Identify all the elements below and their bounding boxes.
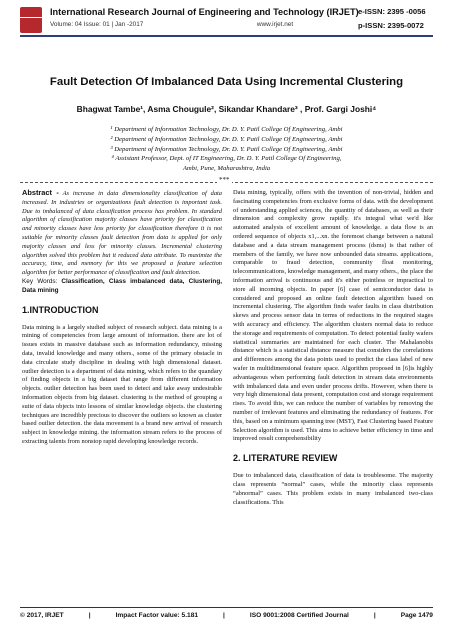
- volume-line: [50, 21, 293, 28]
- journal-title: International Research Journal of Engineering and Technology (IRJET): [50, 7, 359, 17]
- affiliation-line: ³ Department of Information Technology, Dr. D. Y. Patil College Of Engineering, Ambi: [110, 145, 343, 153]
- affiliation-line: ⁴ Assistant Professor, Dept. of IT Engineering, Dr. D. Y. Patil College Of Engineering,: [111, 155, 342, 163]
- eissn: e-ISSN: 2395 -0056: [358, 7, 426, 16]
- page-number: Page 1479: [400, 612, 433, 619]
- literature-review-text: Due to imbalanced data, classification of data is troublesome. The majority class represents “normal” cases, while the minority class represents “abnormal” cases. This problem exists in many imbalanced two-class classifications. This: [233, 472, 433, 506]
- keywords-text: Classification, Class imbalanced data, Clustering, Data mining: [22, 277, 222, 294]
- affiliations: [0, 125, 453, 174]
- footer-separator: |: [373, 612, 376, 619]
- divider-mark: ***: [219, 176, 230, 184]
- right-column: [233, 189, 433, 507]
- footer-separator: |: [88, 612, 91, 619]
- volume-issue: Volume: 04 Issue: 01 | Jan -2017: [50, 21, 144, 28]
- journal-header: [0, 0, 453, 40]
- irjet-logo-icon: [20, 7, 42, 33]
- paper-title: Fault Detection Of Imbalanced Data Using Incremental Clustering: [49, 76, 404, 88]
- journal-url[interactable]: www.irjet.net: [256, 21, 294, 28]
- introduction-heading: 1.INTRODUCTION: [22, 304, 99, 315]
- footer-rule: [20, 607, 433, 608]
- iso-certification: ISO 9001:2008 Certified Journal: [249, 612, 349, 619]
- literature-review-heading: 2. LITERATURE REVIEW: [233, 453, 338, 464]
- introduction-continued: Data mining, typically, offers with the invention of non-trivial, hidden and fascinating competencies from exclusive forms of data. with the development of understanding applied sciences, the quantity of databases, as well as their dimension and complexity grow rapidly. it's integral what we'd like automated analysis of excellent amount of knowledge. a data flow is an ordered sequence of objects x1,...xn. the foremost change between a natural database and a data stream management process (dsms) is that rather of members of the family, we have now unbounded data streams. applications, comparable to fraud detection, community float monitoring, telecommunications, knowledge management, and many others., the place the information arrival is continuous and it's either pointless or impractical to store all incoming objects. In paper [6] case of semiconductor data is considered and proposed an online fault detection algorithm based on incremental clustering. The algorithm finds wafer faults in class distribution skews and process sensor data in terms of reductions in the required stages with accuracy and efficiency. The algorithm clusters normal data to reduce the storage and requirements of computation. To detect potential faulty wafers statistical summaries are maintained for each cluster. The Mahalanobis distance which is a statistical distance measure that considers the correlations and differences among the data points used to predict the class label of new wafer in multidimensional feature space. Algorithm proposed in [6]is highly advantageous when performing fault detection in stream data environments with imbalanced data and even under process drifts. However, when there is very high dimensional data present, computation cost and storage requirement rises. To avoid this, we can reduce the number of variables by removing the number of irrelevant features and eliminating the redundancy of features. For this, based on a minimum spanning tree (MST), Fast Clustering based Feature Selection algorithm is used. This aims to achieve better efficiency in time and improved result comprehensibility: [233, 189, 433, 443]
- pissn: p-ISSN: 2395-0072: [358, 21, 424, 30]
- page-footer: [20, 612, 433, 619]
- affiliation-line: Ambi, Pune, Maharashtra, India: [182, 165, 271, 173]
- left-column: [22, 189, 222, 447]
- abstract-text: As increase in data dimensionality classification of data increased. In industries or organizations fault detection is important task. Due to imbalanced of data classification process has problem. In standard algorithm of classification majority classes have priority for classification and minority classes have less priority for classification therefore it is not suitable for minority classes fault detection from data is applied for only majority classes and less for minority classes. Incremental clustering algorithm solved this problem but it reduced data attribute. To maximize the accuracy, time, and memory for this we proposed a feature selection algorithm for better performance of classification and fault detection.: [22, 190, 222, 277]
- copyright: © 2017, IRJET: [20, 612, 64, 619]
- paper-authors: Bhagwat Tambe¹, Asma Chougule², Sikandar Khandare³ , Prof. Gargi Joshi⁴: [76, 104, 377, 114]
- footer-separator: |: [223, 612, 225, 619]
- affiliation-line: ² Department of Information Technology, Dr. D. Y. Patil College Of Engineering, Ambi: [110, 135, 343, 143]
- abstract-label: Abstract -: [22, 188, 59, 197]
- abstract: [22, 189, 222, 278]
- keywords: [22, 278, 222, 296]
- affiliation-line: ¹ Department of Information Technology, Dr. D. Y. Patil College Of Engineering, Ambi: [110, 126, 343, 133]
- keywords-label: Key Words:: [22, 277, 58, 285]
- introduction-text: Data mining is a largely studied subject of research subject. data mining is a mining of competencies from large amount of information. there are lot of issues exists in massive database such as information redundancy, missing data, invalid knowledge and many others., some of the primary obstacle in data circulate study discipline in dealing with high dimensional dataset. outlier detection is a department of data mining, which refers to the quandary of finding objects in a big dataset that range from different information objects. outlier detection has been used to detect and take away undesirable information objects from big dataset. clustering is the method of grouping a suite of data objects into lessons of similar knowledge objects. the clustering techniques are incredibly precious to discover the outliers so known as cluster based outlier detection. the data movement is a brand new arrival of research subject in knowledge mining. the information stream refers to the process of extracting talents from nonstop rapid developing knowledge records.: [22, 323, 222, 445]
- header-rule: [20, 35, 433, 37]
- impact-factor: Impact Factor value: 5.181: [115, 612, 199, 619]
